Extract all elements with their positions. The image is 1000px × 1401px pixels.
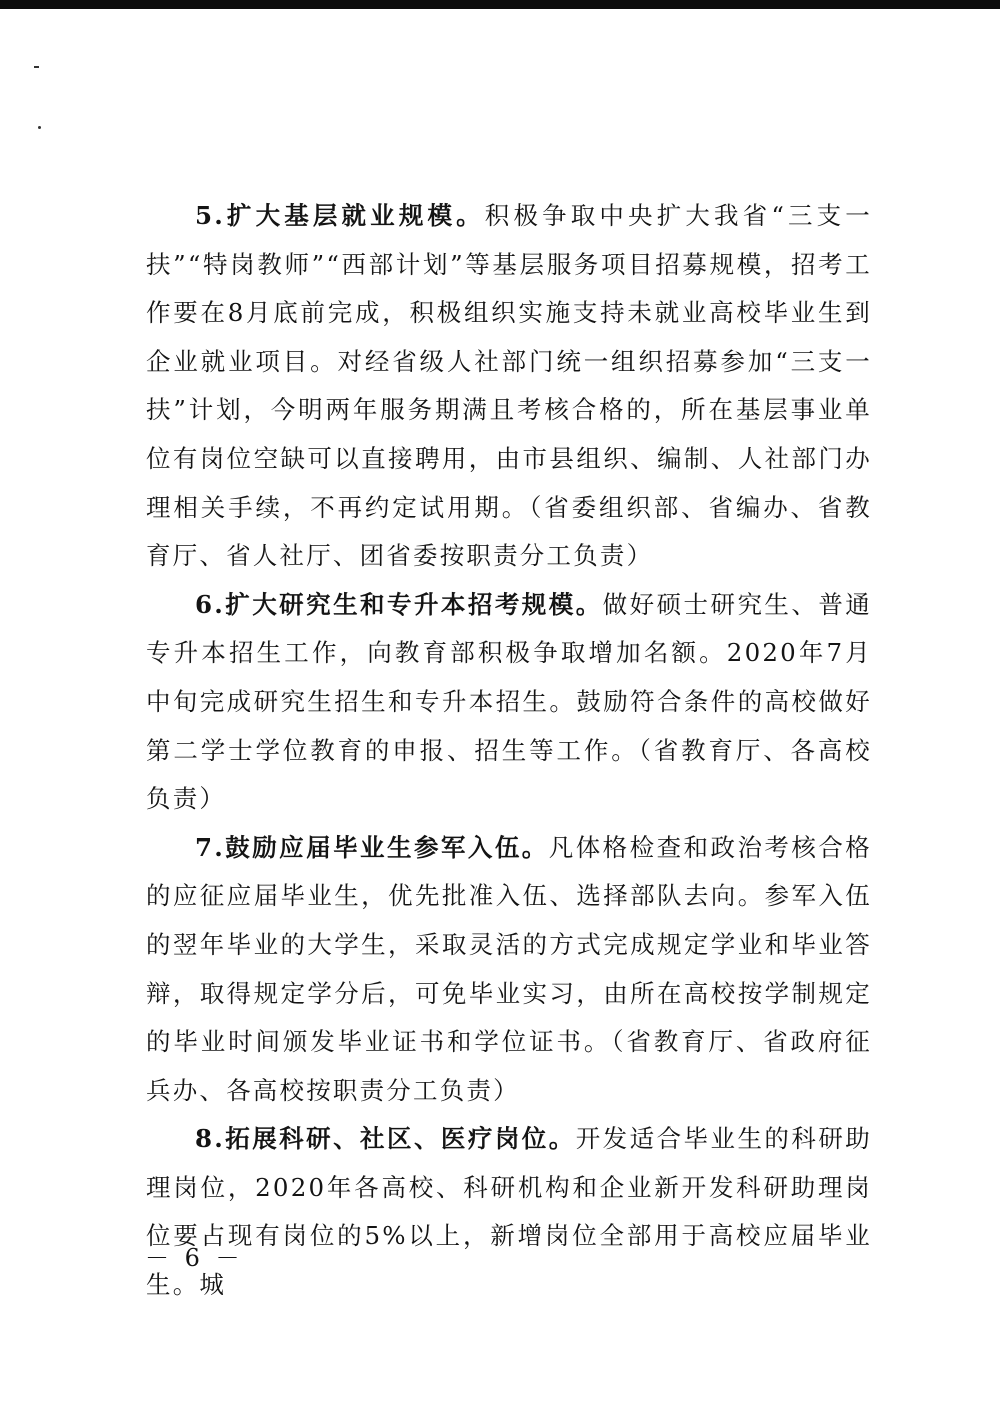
paragraph-6 (146, 581, 872, 824)
paragraph-heading: 5.扩大基层就业规模。 (195, 201, 485, 230)
paragraph-heading: 6.扩大研究生和专升本招考规模。 (195, 589, 603, 619)
top-border-line (0, 0, 1000, 9)
page-number: － 6 － (145, 1244, 244, 1272)
scan-mark (34, 66, 39, 68)
paragraph-8 (146, 1115, 872, 1309)
paragraph-text: 积极争取中央扩大我省“三支一扶”“特岗教师”“西部计划”等基层服务项目招募规模，招考工作要在8月底前完成，积极组织实施支持未就业高校毕业生到企业就业项目。对经省级人社部门统一组织招募参加“三支一扶”计划，今明两年服务期满且考核合格的，所在基层事业单位有岗位空缺可以直接聘用，由市县组织、编制、人社部门办理相关手续，不再约定试用期。（省委组织部、省编办、省教育厅、省人社厅、团省委按职责分工负责） (146, 201, 872, 571)
paragraph-7 (146, 824, 872, 1116)
paragraph-5 (146, 192, 872, 581)
paragraph-heading: 7.鼓励应届毕业生参军入伍。 (195, 832, 549, 862)
paragraph-text: 开发适合毕业生的科研助理岗位，2020年各高校、科研机构和企业新开发科研助理岗位要占现有岗位的5%以上，新增岗位全部用于高校应届毕业生。城 (146, 1124, 872, 1300)
paragraph-heading: 8.拓展科研、社区、医疗岗位。 (195, 1124, 576, 1154)
document-body (146, 192, 872, 1310)
scan-mark (38, 126, 41, 129)
paragraph-text: 做好硕士研究生、普通专升本招生工作，向教育部积极争取增加名额。2020年7月中旬完成研究生招生和专升本招生。鼓励符合条件的高校做好第二学士学位教育的申报、招生等工作。（省教育厅、各高校负责） (146, 589, 873, 814)
paragraph-text: 凡体格检查和政治考核合格的应征应届毕业生，优先批准入伍、选择部队去向。参军入伍的翌年毕业的大学生，采取灵活的方式完成规定学业和毕业答辩，取得规定学分后，可免毕业实习，由所在高校按学制规定的毕业时间颁发毕业证书和学位证书。（省教育厅、省政府征兵办、各高校按职责分工负责） (146, 832, 872, 1105)
